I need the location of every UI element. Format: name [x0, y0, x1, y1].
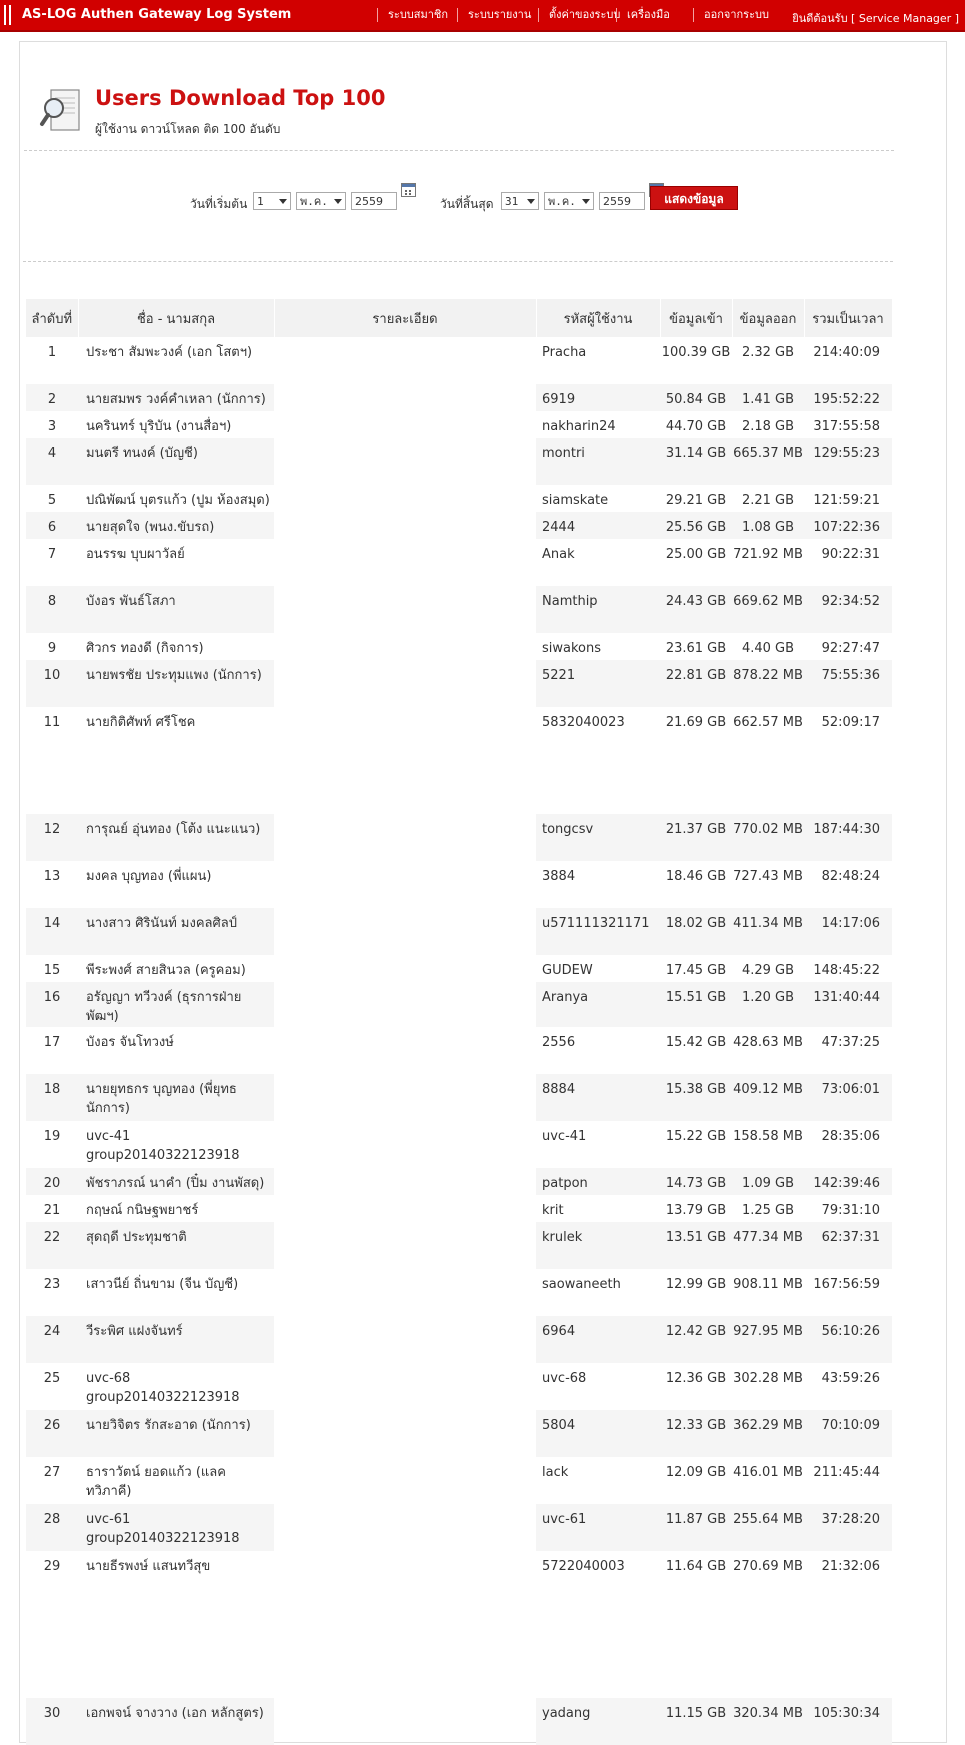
- rank-cell: 26: [26, 1410, 78, 1457]
- data-out-cell: 1.09 GB: [732, 1168, 804, 1195]
- table-row: [26, 485, 892, 512]
- page-title: Users Download Top 100: [95, 86, 386, 110]
- user-id-cell: krit: [542, 1203, 564, 1218]
- total-time-cell: 79:31:10: [821, 1203, 880, 1218]
- rank-cell: 5: [47, 493, 57, 508]
- table-row: [26, 814, 892, 861]
- table-row: [26, 512, 892, 539]
- detail-cell: [274, 1222, 536, 1269]
- table-row: [26, 1316, 892, 1363]
- user-id-cell: GUDEW: [542, 963, 593, 978]
- total-time-cell: 21:32:06: [821, 1559, 880, 1574]
- data-in-cell: 15.42 GB: [665, 1035, 727, 1050]
- col-data-in: ข้อมูลเข้า: [660, 299, 732, 337]
- data-out-cell: 1.41 GB: [732, 384, 804, 411]
- user-id-cell: 5832040023: [542, 715, 625, 730]
- rank-cell: 24: [26, 1316, 78, 1363]
- data-in-cell: 18.02 GB: [660, 908, 732, 955]
- total-time-cell: 187:44:30: [804, 814, 892, 861]
- table-row: [26, 586, 892, 633]
- name-cell: พีระพงศ์ สายสินวล (ครูคอม): [86, 963, 246, 978]
- col-total-time: รวมเป็นเวลา: [804, 299, 892, 337]
- date-filter: [20, 189, 940, 215]
- user-id-cell: 8884: [536, 1074, 660, 1121]
- rank-cell: 17: [43, 1035, 61, 1050]
- rank-cell: 20: [26, 1168, 78, 1195]
- data-out-cell: 302.28 MB: [733, 1371, 803, 1386]
- table-row: [26, 539, 892, 586]
- show-data-button[interactable]: แสดงข้อมูล: [650, 186, 738, 210]
- data-out-cell: 270.69 MB: [733, 1559, 803, 1574]
- name-cell: นายธีรพงษ์ แสนทวีสุข: [86, 1559, 211, 1574]
- end-month-select[interactable]: [544, 192, 594, 210]
- chevron-down-icon: [279, 199, 287, 204]
- table-row: [26, 411, 892, 438]
- rank-cell: 9: [47, 641, 57, 656]
- end-day-select[interactable]: [501, 192, 539, 210]
- table-row: [26, 1121, 892, 1168]
- data-out-cell: 416.01 MB: [733, 1465, 803, 1480]
- table-row: [26, 1457, 892, 1504]
- detail-cell: [274, 485, 536, 512]
- detail-cell: [274, 1121, 536, 1168]
- chevron-down-icon: [527, 199, 535, 204]
- detail-cell: [274, 1410, 536, 1457]
- col-name: ชื่อ - นามสกุล: [78, 299, 274, 337]
- table-row: [26, 1074, 892, 1121]
- report-search-icon: [39, 88, 83, 138]
- rank-cell: 18: [26, 1074, 78, 1121]
- rank-cell: 12: [26, 814, 78, 861]
- total-time-cell: 52:09:17: [821, 715, 880, 730]
- total-time-cell: 92:27:47: [821, 641, 880, 656]
- detail-cell: [274, 660, 536, 707]
- start-day-select[interactable]: [253, 192, 291, 210]
- name-cell: อนรรฆ บุบผาวัลย์: [86, 547, 185, 562]
- rank-cell: 7: [47, 547, 57, 562]
- total-time-cell: 211:45:44: [813, 1465, 880, 1480]
- rank-cell: 6: [26, 512, 78, 539]
- col-user-id: รหัสผู้ใช้งาน: [536, 299, 660, 337]
- rank-cell: 16: [26, 982, 78, 1027]
- user-id-cell: lack: [542, 1465, 569, 1480]
- name-cell: นายสุดใจ (พนง.ขับรถ): [78, 512, 274, 539]
- divider: [24, 150, 894, 151]
- data-out-cell: 4.40 GB: [741, 641, 795, 656]
- name-cell: ปณิพัฒน์ บุตรแก้ว (ปูม ห้องสมุด): [86, 493, 270, 508]
- table-row: [26, 908, 892, 955]
- total-time-cell: 82:48:24: [821, 869, 880, 884]
- total-time-cell: 121:59:21: [813, 493, 880, 508]
- table-row: [26, 384, 892, 411]
- name-cell: นายวิจิตร รักสะอาด (นักการ): [78, 1410, 274, 1457]
- detail-cell: [274, 982, 536, 1027]
- data-out-cell: 1.20 GB: [732, 982, 804, 1027]
- total-time-cell: 129:55:23: [804, 438, 892, 485]
- menu-logout[interactable]: ออกจากระบบ: [693, 8, 769, 22]
- col-detail: รายละเอียด: [274, 299, 536, 337]
- rank-cell: 3: [47, 419, 57, 434]
- calendar-icon[interactable]: [401, 183, 416, 197]
- name-cell: การุณย์ อุ่นทอง (โต้ง แนะแนว): [78, 814, 274, 861]
- data-in-cell: 50.84 GB: [660, 384, 732, 411]
- user-id-cell: saowaneeth: [542, 1277, 621, 1292]
- data-in-cell: 23.61 GB: [665, 641, 727, 656]
- total-time-cell: 148:45:22: [813, 963, 880, 978]
- data-in-cell: 12.42 GB: [660, 1316, 732, 1363]
- user-id-cell: siwakons: [542, 641, 602, 656]
- data-out-cell: 878.22 MB: [732, 660, 804, 707]
- name-cell: ประชา สัมพะวงค์ (เอก โสตฯ): [86, 345, 253, 360]
- user-id-cell: 2444: [536, 512, 660, 539]
- total-time-cell: 37:28:20: [804, 1504, 892, 1551]
- rank-cell: 10: [26, 660, 78, 707]
- end-day-value: 31: [505, 195, 519, 208]
- total-time-cell: 62:37:31: [804, 1222, 892, 1269]
- data-in-cell: 11.64 GB: [665, 1559, 727, 1574]
- name-cell: uvc-61 group20140322123918: [78, 1504, 274, 1551]
- data-in-cell: 12.36 GB: [665, 1371, 727, 1386]
- table-row: [26, 861, 892, 908]
- data-out-cell: 1.08 GB: [732, 512, 804, 539]
- data-in-cell: 18.46 GB: [665, 869, 727, 884]
- detail-cell: [274, 814, 536, 861]
- table-row: [26, 1363, 892, 1410]
- detail-cell: [274, 1269, 536, 1316]
- detail-cell: [274, 1316, 536, 1363]
- total-time-cell: 131:40:44: [804, 982, 892, 1027]
- name-cell: มนตรี ทนงค์ (บัญชี): [78, 438, 274, 485]
- data-out-cell: 158.58 MB: [733, 1129, 803, 1144]
- end-month-value: พ.ค.: [548, 195, 576, 208]
- table-row: [26, 707, 892, 814]
- total-time-cell: 47:37:25: [821, 1035, 880, 1050]
- total-time-cell: 90:22:31: [821, 547, 880, 562]
- detail-cell: [274, 586, 536, 633]
- start-year-input[interactable]: 2559: [351, 192, 397, 210]
- user-id-cell: 5221: [536, 660, 660, 707]
- data-out-cell: 669.62 MB: [732, 586, 804, 633]
- name-cell: อรัญญา ทวีวงค์ (ธุรการฝ่ายพัฒฯ): [78, 982, 274, 1027]
- rank-cell: 22: [26, 1222, 78, 1269]
- name-cell: นายกิติศัพท์ ศรีโชค: [86, 715, 196, 730]
- total-time-cell: 56:10:26: [804, 1316, 892, 1363]
- data-out-cell: 362.29 MB: [732, 1410, 804, 1457]
- total-time-cell: 107:22:36: [804, 512, 892, 539]
- data-in-cell: 25.00 GB: [665, 547, 727, 562]
- menu-reports[interactable]: ระบบรายงาน: [457, 8, 531, 22]
- data-out-cell: 320.34 MB: [732, 1698, 804, 1745]
- data-out-cell: 727.43 MB: [733, 869, 803, 884]
- rank-cell: 28: [26, 1504, 78, 1551]
- table-row: [26, 1222, 892, 1269]
- data-out-cell: 2.32 GB: [741, 345, 795, 360]
- col-rank: ลำดับที่: [26, 299, 78, 337]
- top-nav-bar: [0, 0, 965, 32]
- data-out-cell: 927.95 MB: [732, 1316, 804, 1363]
- user-id-cell: Aranya: [536, 982, 660, 1027]
- total-time-cell: 142:39:46: [804, 1168, 892, 1195]
- total-time-cell: 105:30:34: [804, 1698, 892, 1745]
- data-in-cell: 14.73 GB: [660, 1168, 732, 1195]
- data-in-cell: 22.81 GB: [660, 660, 732, 707]
- name-cell: บังอร พันธ์โสภา: [78, 586, 274, 633]
- total-time-cell: 28:35:06: [821, 1129, 880, 1144]
- detail-cell: [274, 337, 536, 384]
- data-out-cell: 255.64 MB: [732, 1504, 804, 1551]
- table-row: [26, 1269, 892, 1316]
- user-id-cell: 5804: [536, 1410, 660, 1457]
- user-id-cell: 6964: [536, 1316, 660, 1363]
- user-id-cell: uvc-68: [542, 1371, 587, 1386]
- table-row: [26, 1551, 892, 1698]
- table-row: [26, 337, 892, 384]
- rank-cell: 15: [43, 963, 61, 978]
- name-cell: นางสาว ศิรินันท์ มงคลศิลป์: [78, 908, 274, 955]
- rank-cell: 21: [43, 1203, 61, 1218]
- name-cell: พัชราภรณ์ นาคำ (ปิ๋ม งานพัสดุ): [78, 1168, 274, 1195]
- data-in-cell: 12.99 GB: [665, 1277, 727, 1292]
- name-cell: ธาราวัตน์ ยอดแก้ว (แลค ทวิภาคี): [86, 1465, 226, 1499]
- total-time-cell: 70:10:09: [804, 1410, 892, 1457]
- name-cell: วีระพิศ แฝงจันทร์: [78, 1316, 274, 1363]
- welcome-user: ยินดีต้อนรับ [ Service Manager ]: [792, 12, 959, 25]
- rank-cell: 30: [26, 1698, 78, 1745]
- table-row: [26, 633, 892, 660]
- data-out-cell: 4.29 GB: [741, 963, 795, 978]
- rank-cell: 1: [47, 345, 57, 360]
- start-day-value: 1: [257, 195, 264, 208]
- total-time-cell: 73:06:01: [804, 1074, 892, 1121]
- total-time-cell: 167:56:59: [813, 1277, 880, 1292]
- brand-bars-icon: [4, 5, 14, 25]
- menu-members[interactable]: ระบบสมาชิก: [377, 8, 448, 22]
- app-brand[interactable]: AS-LOG Authen Gateway Log System: [22, 7, 292, 22]
- table-row: [26, 1698, 892, 1745]
- total-time-cell: 195:52:22: [804, 384, 892, 411]
- total-time-cell: 43:59:26: [821, 1371, 880, 1386]
- rank-cell: 19: [43, 1129, 61, 1144]
- page-subtitle: ผู้ใช้งาน ดาวน์โหลด ติด 100 อันดับ: [95, 122, 281, 136]
- user-id-cell: Pracha: [542, 345, 587, 360]
- table-row: [26, 1027, 892, 1074]
- download-table: [26, 299, 893, 1745]
- divider: [23, 261, 893, 262]
- data-in-cell: 29.21 GB: [665, 493, 727, 508]
- name-cell: บังอร จันโทวงษ์: [86, 1035, 174, 1050]
- rank-cell: 4: [26, 438, 78, 485]
- data-in-cell: 100.39 GB: [661, 345, 731, 360]
- data-out-cell: 662.57 MB: [733, 715, 803, 730]
- data-in-cell: 12.33 GB: [660, 1410, 732, 1457]
- data-in-cell: 15.22 GB: [665, 1129, 727, 1144]
- user-id-cell: 6919: [536, 384, 660, 411]
- data-out-cell: 908.11 MB: [733, 1277, 803, 1292]
- detail-cell: [274, 908, 536, 955]
- data-in-cell: 21.69 GB: [665, 715, 727, 730]
- data-in-cell: 15.38 GB: [660, 1074, 732, 1121]
- start-month-select[interactable]: [296, 192, 346, 210]
- end-date-label: วันที่สิ้นสุด: [440, 197, 494, 211]
- table-row: [26, 1168, 892, 1195]
- user-id-cell: tongcsv: [536, 814, 660, 861]
- detail-cell: [274, 512, 536, 539]
- rank-cell: 25: [43, 1371, 61, 1386]
- table-row: [26, 1504, 892, 1551]
- detail-cell: [274, 633, 536, 660]
- data-in-cell: 13.79 GB: [665, 1203, 727, 1218]
- menu-tools[interactable]: เครื่องมือ: [616, 8, 670, 22]
- table-row: [26, 982, 892, 1027]
- table-row: [26, 955, 892, 982]
- user-id-cell: montri: [536, 438, 660, 485]
- name-cell: นครินทร์ บุริบัน (งานสื่อฯ): [86, 419, 232, 434]
- user-id-cell: krulek: [536, 1222, 660, 1269]
- data-out-cell: 721.92 MB: [733, 547, 803, 562]
- data-in-cell: 21.37 GB: [660, 814, 732, 861]
- end-year-input[interactable]: 2559: [599, 192, 645, 210]
- data-in-cell: 17.45 GB: [665, 963, 727, 978]
- user-id-cell: 2556: [542, 1035, 576, 1050]
- data-in-cell: 25.56 GB: [660, 512, 732, 539]
- data-in-cell: 24.43 GB: [660, 586, 732, 633]
- user-id-cell: yadang: [536, 1698, 660, 1745]
- menu-settings[interactable]: ตั้งค่าของระบบ: [538, 8, 620, 22]
- data-in-cell: 15.51 GB: [660, 982, 732, 1027]
- data-out-cell: 428.63 MB: [733, 1035, 803, 1050]
- rank-cell: 8: [26, 586, 78, 633]
- detail-cell: [274, 861, 536, 908]
- detail-cell: [274, 1074, 536, 1121]
- detail-cell: [274, 1457, 536, 1504]
- user-id-cell: u571111321171: [536, 908, 660, 955]
- name-cell: สุดฤดี ประทุมชาติ: [78, 1222, 274, 1269]
- data-out-cell: 2.21 GB: [741, 493, 795, 508]
- name-cell: นายพรชัย ประทุมแพง (นักการ): [78, 660, 274, 707]
- rank-cell: 23: [43, 1277, 61, 1292]
- table-row: [26, 660, 892, 707]
- data-in-cell: 11.87 GB: [660, 1504, 732, 1551]
- user-id-cell: nakharin24: [542, 419, 616, 434]
- data-out-cell: 409.12 MB: [732, 1074, 804, 1121]
- total-time-cell: 14:17:06: [804, 908, 892, 955]
- detail-cell: [274, 1168, 536, 1195]
- detail-cell: [274, 1504, 536, 1551]
- data-out-cell: 770.02 MB: [732, 814, 804, 861]
- user-id-cell: 5722040003: [542, 1559, 625, 1574]
- name-cell: ศิวกร ทองดี (กิจการ): [86, 641, 204, 656]
- name-cell: เอกพจน์ จางวาง (เอก หลักสูตร): [78, 1698, 274, 1745]
- data-out-cell: 1.25 GB: [741, 1203, 795, 1218]
- rank-cell: 29: [43, 1559, 61, 1574]
- table-row: [26, 438, 892, 485]
- detail-cell: [274, 1363, 536, 1410]
- name-cell: กฤษณ์ กนิษฐพยาชร์: [86, 1203, 199, 1218]
- detail-cell: [274, 539, 536, 586]
- table-row: [26, 1195, 892, 1222]
- detail-cell: [274, 1195, 536, 1222]
- start-date-label: วันที่เริ่มต้น: [190, 197, 248, 211]
- table-row: [26, 1410, 892, 1457]
- name-cell: uvc-41 group20140322123918: [86, 1129, 240, 1163]
- rank-cell: 27: [43, 1465, 61, 1480]
- total-time-cell: 317:55:58: [813, 419, 880, 434]
- user-id-cell: uvc-41: [542, 1129, 587, 1144]
- data-in-cell: 13.51 GB: [660, 1222, 732, 1269]
- data-out-cell: 477.34 MB: [732, 1222, 804, 1269]
- name-cell: uvc-68 group20140322123918: [86, 1371, 240, 1405]
- data-in-cell: 11.15 GB: [660, 1698, 732, 1745]
- data-out-cell: 665.37 MB: [732, 438, 804, 485]
- detail-cell: [274, 1027, 536, 1074]
- user-id-cell: Anak: [542, 547, 575, 562]
- name-cell: นายยุทธกร บุญทอง (พี่ยุทธ นักการ): [78, 1074, 274, 1121]
- user-id-cell: 3884: [542, 869, 576, 884]
- detail-cell: [274, 1698, 536, 1745]
- user-id-cell: uvc-61: [536, 1504, 660, 1551]
- col-data-out: ข้อมูลออก: [732, 299, 804, 337]
- data-in-cell: 31.14 GB: [660, 438, 732, 485]
- chevron-down-icon: [334, 199, 342, 204]
- total-time-cell: 75:55:36: [804, 660, 892, 707]
- data-in-cell: 44.70 GB: [665, 419, 727, 434]
- detail-cell: [274, 955, 536, 982]
- user-id-cell: Namthip: [536, 586, 660, 633]
- table-header-row: [26, 299, 892, 337]
- rank-cell: 13: [43, 869, 61, 884]
- total-time-cell: 92:34:52: [804, 586, 892, 633]
- rank-cell: 2: [26, 384, 78, 411]
- data-in-cell: 12.09 GB: [665, 1465, 727, 1480]
- data-out-cell: 411.34 MB: [732, 908, 804, 955]
- user-id-cell: siamskate: [542, 493, 609, 508]
- chevron-down-icon: [582, 199, 590, 204]
- total-time-cell: 214:40:09: [813, 345, 880, 360]
- detail-cell: [274, 707, 536, 814]
- rank-cell: 11: [43, 715, 61, 730]
- name-cell: นายสมพร วงค์คำเหลา (นักการ): [78, 384, 274, 411]
- detail-cell: [274, 438, 536, 485]
- detail-cell: [274, 1551, 536, 1698]
- start-month-value: พ.ค.: [300, 195, 328, 208]
- name-cell: มงคล บุญทอง (พี่แผน): [86, 869, 212, 884]
- detail-cell: [274, 411, 536, 438]
- detail-cell: [274, 384, 536, 411]
- rank-cell: 14: [26, 908, 78, 955]
- data-out-cell: 2.18 GB: [741, 419, 795, 434]
- name-cell: เสาวนีย์ ถิ่นขาม (จีน บัญชี): [86, 1277, 239, 1292]
- user-id-cell: patpon: [536, 1168, 660, 1195]
